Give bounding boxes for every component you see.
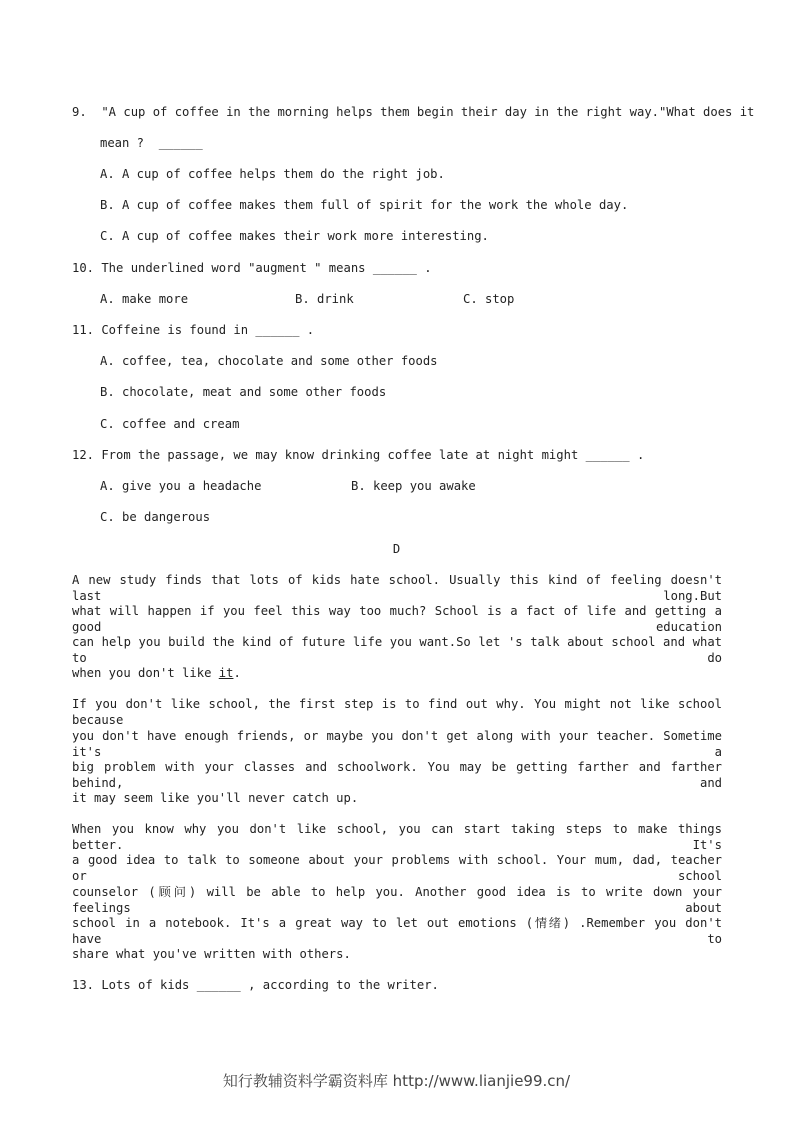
passage-line: school in a notebook. It's a great way to let out emotions (情绪) .Remember you don't have to: [72, 916, 722, 946]
question-11-option-a: A. coffee, tea, chocolate and some other foods: [100, 354, 438, 368]
passage-line: When you know why you don't like school, you can start taking steps to make things better. It's: [72, 822, 722, 852]
passage-line: share what you've written with others.: [72, 947, 351, 961]
passage-line: can help you build the kind of future life you want.So let 's talk about school and what to do: [72, 635, 722, 665]
question-12-option-b: B. keep you awake: [351, 479, 476, 493]
question-10-stem: 10. The underlined word "augment " means ______ .: [72, 261, 432, 275]
passage-line: big problem with your classes and schoolwork. You may be getting farther and farther behind, and: [72, 760, 722, 790]
question-13-stem: 13. Lots of kids ______ , according to the writer.: [72, 978, 439, 992]
question-10-option-b: B. drink: [295, 292, 354, 306]
question-10-option-c: C. stop: [463, 292, 515, 306]
section-title: D: [392, 542, 401, 556]
question-11-option-b: B. chocolate, meat and some other foods: [100, 385, 387, 399]
underlined-word: it: [218, 666, 234, 680]
passage-line: A new study finds that lots of kids hate school. Usually this kind of feeling doesn't last long.But: [72, 573, 722, 603]
passage-line: you don't have enough friends, or maybe you don't get along with your teacher. Sometime it's a: [72, 729, 722, 759]
question-12-stem: 12. From the passage, we may know drinking coffee late at night might ______ .: [72, 448, 645, 462]
passage-line: counselor (顾问) will be able to help you. Another good idea is to write down your feelings about: [72, 885, 722, 915]
question-9-option-c: C. A cup of coffee makes their work more interesting.: [100, 229, 489, 243]
question-11-stem: 11. Coffeine is found in ______ .: [72, 323, 315, 337]
question-9-option-b: B. A cup of coffee makes them full of spirit for the work the whole day.: [100, 198, 629, 212]
question-12-option-c: C. be dangerous: [100, 510, 211, 524]
passage-text: when you don't like: [72, 666, 219, 680]
question-12-option-a: A. give you a headache: [100, 479, 262, 493]
question-9-option-a: A. A cup of coffee helps them do the right job.: [100, 167, 445, 181]
question-9-stem-cont: mean ? ______: [100, 136, 203, 150]
passage-text: .: [233, 666, 241, 680]
passage-line: a good idea to talk to someone about your problems with school. Your mum, dad, teacher or school: [72, 853, 722, 883]
question-10-option-a: A. make more: [100, 292, 189, 306]
passage-line: it may seem like you'll never catch up.: [72, 791, 359, 805]
passage-line: what will happen if you feel this way too much? School is a fact of life and getting a good education: [72, 604, 722, 634]
question-9-stem: 9. "A cup of coffee in the morning helps them begin their day in the right way."What does it: [72, 105, 755, 119]
footer-watermark: 知行教辅资料学霸资料库 http://www.lianjie99.cn/: [222, 1072, 571, 1090]
passage-line: If you don't like school, the first step is to find out why. You might not like school because: [72, 697, 722, 727]
question-11-option-c: C. coffee and cream: [100, 417, 240, 431]
passage-line: [72, 665, 241, 681]
